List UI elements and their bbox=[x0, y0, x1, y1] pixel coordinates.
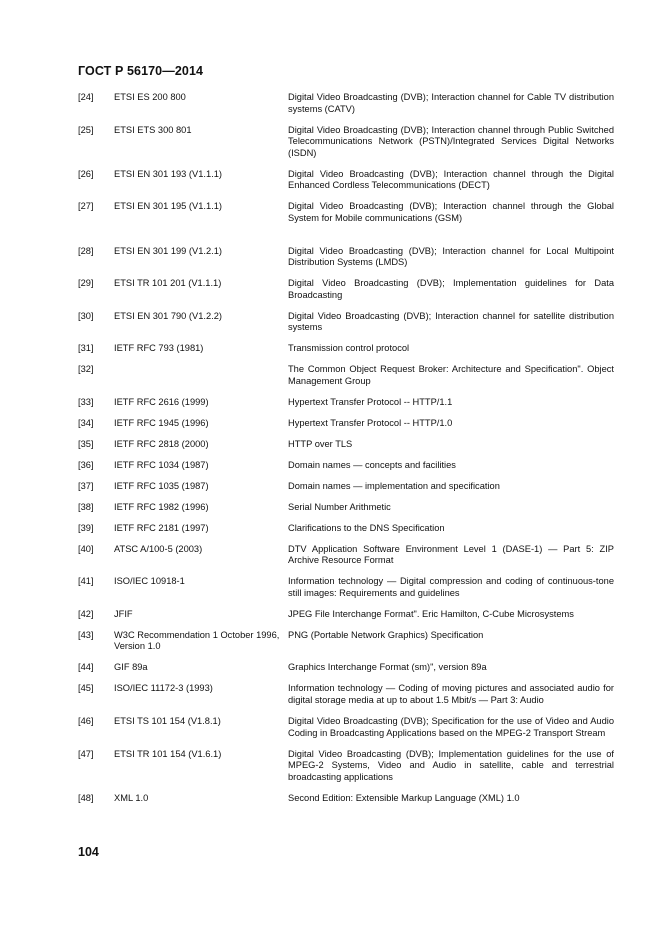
reference-item bbox=[78, 749, 614, 784]
reference-code: XML 1.0 bbox=[114, 792, 149, 803]
reference-number: [32] bbox=[78, 364, 94, 375]
reference-item bbox=[78, 481, 614, 493]
reference-title: Serial Number Arithmetic bbox=[288, 501, 391, 512]
reference-item bbox=[78, 278, 614, 301]
reference-item bbox=[78, 502, 614, 514]
reference-number: [24] bbox=[78, 92, 94, 102]
reference-item bbox=[78, 397, 614, 409]
reference-item bbox=[78, 662, 614, 674]
reference-item bbox=[78, 439, 614, 451]
reference-number: [40] bbox=[78, 543, 94, 554]
reference-number: [36] bbox=[78, 459, 94, 470]
reference-item bbox=[78, 716, 614, 739]
reference-title: The Common Object Request Broker: Architecture and Specification". Object Management Group bbox=[288, 364, 614, 386]
reference-title: Domain names — concepts and facilities bbox=[288, 459, 456, 470]
reference-number: [39] bbox=[78, 522, 94, 533]
reference-title: PNG (Portable Network Graphics) Specification bbox=[288, 629, 484, 640]
reference-code: ISO/IEC 11172-3 (1993) bbox=[114, 683, 213, 694]
reference-item bbox=[78, 92, 614, 115]
reference-number: [43] bbox=[78, 629, 94, 640]
reference-title: HTTP over TLS bbox=[288, 438, 353, 449]
reference-item bbox=[78, 576, 614, 599]
reference-code: ETSI ETS 300 801 bbox=[114, 124, 192, 135]
reference-number: [31] bbox=[78, 343, 94, 354]
reference-code: ETSI EN 301 199 (V1.2.1) bbox=[114, 245, 223, 256]
reference-code: ETSI TR 101 201 (V1.1.1) bbox=[114, 278, 222, 289]
reference-title: Digital Video Broadcasting (DVB); Interaction channel for Local Multipoint Distribution Systems (LMDS) bbox=[288, 245, 614, 268]
reference-number: [38] bbox=[78, 501, 94, 512]
reference-number: [25] bbox=[78, 124, 94, 135]
reference-code: ETSI EN 301 193 (V1.1.1) bbox=[114, 168, 223, 179]
reference-title: Digital Video Broadcasting (DVB); Interaction channel through the Digital Enhanced Cordless Telecommunications (DECT) bbox=[288, 168, 614, 191]
reference-title: Hypertext Transfer Protocol -- HTTP/1.0 bbox=[288, 417, 453, 428]
reference-title: Digital Video Broadcasting (DVB); Interaction channel through Public Switched Telecommunications Network (PSTN)/Integrated Services Digital Networks (ISDN) bbox=[288, 124, 614, 158]
reference-code: IETF RFC 1035 (1987) bbox=[114, 480, 209, 491]
reference-number: [41] bbox=[78, 576, 94, 587]
reference-code: GIF 89a bbox=[114, 662, 148, 673]
reference-number: [33] bbox=[78, 396, 94, 407]
reference-code: ETSI EN 301 195 (V1.1.1) bbox=[114, 201, 223, 212]
reference-number: [42] bbox=[78, 608, 94, 619]
reference-code: ISO/IEC 10918-1 bbox=[114, 576, 185, 587]
reference-item bbox=[78, 246, 614, 269]
reference-code: ATSC A/100-5 (2003) bbox=[114, 543, 203, 554]
reference-code: JFIF bbox=[114, 608, 133, 619]
reference-code: IETF RFC 793 (1981) bbox=[114, 343, 204, 354]
reference-item bbox=[78, 544, 614, 567]
reference-number: [44] bbox=[78, 662, 94, 673]
reference-title: Transmission control protocol bbox=[288, 343, 410, 354]
reference-code: IETF RFC 1945 (1996) bbox=[114, 417, 209, 428]
reference-title: Second Edition: Extensible Markup Language (XML) 1.0 bbox=[288, 792, 520, 803]
reference-number: [28] bbox=[78, 245, 94, 256]
reference-code: ETSI ES 200 800 bbox=[114, 92, 186, 102]
reference-code: IETF RFC 2818 (2000) bbox=[114, 438, 209, 449]
reference-item bbox=[78, 201, 614, 224]
reference-item bbox=[78, 609, 614, 621]
reference-item bbox=[78, 169, 614, 192]
reference-title: Digital Video Broadcasting (DVB); Specification for the use of Video and Audio Coding in Broadcasting Applications based on the MPEG-2 Transport Stream bbox=[288, 715, 614, 738]
reference-item bbox=[78, 125, 614, 160]
reference-title: DTV Application Software Environment Level 1 (DASE-1) — Part 5: ZIP Archive Resource Format bbox=[288, 543, 614, 566]
reference-number: [35] bbox=[78, 438, 94, 449]
reference-number: [37] bbox=[78, 480, 94, 491]
reference-item bbox=[78, 364, 614, 387]
reference-title: Digital Video Broadcasting (DVB); Interaction channel for Cable TV distribution systems (CATV) bbox=[288, 92, 614, 114]
reference-item bbox=[78, 418, 614, 430]
reference-number: [29] bbox=[78, 278, 94, 289]
reference-code: IETF RFC 2616 (1999) bbox=[114, 396, 209, 407]
reference-number: [30] bbox=[78, 310, 94, 321]
reference-item bbox=[78, 793, 614, 805]
reference-item bbox=[78, 460, 614, 472]
reference-item bbox=[78, 311, 614, 334]
reference-title: Information technology — Digital compression and coding of continuous-tone still images: Requirements and guidelines bbox=[288, 576, 614, 598]
reference-title: Clarifications to the DNS Specification bbox=[288, 522, 445, 533]
reference-number: [34] bbox=[78, 417, 94, 428]
reference-item bbox=[78, 683, 614, 706]
reference-title: Digital Video Broadcasting (DVB); Implementation guidelines for Data Broadcasting bbox=[288, 278, 614, 300]
reference-item bbox=[78, 343, 614, 355]
reference-number: [26] bbox=[78, 168, 94, 179]
reference-code: ETSI TS 101 154 (V1.8.1) bbox=[114, 715, 221, 726]
reference-title: Information technology — Coding of moving pictures and associated audio for digital storage media at up to about 1.5 Mbit/s — Part 3: Audio bbox=[288, 683, 614, 705]
reference-number: [47] bbox=[78, 748, 94, 759]
reference-code: ETSI TR 101 154 (V1.6.1) bbox=[114, 748, 222, 759]
reference-title: Domain names — implementation and specification bbox=[288, 480, 500, 491]
reference-item bbox=[78, 523, 614, 535]
reference-title: Digital Video Broadcasting (DVB); Interaction channel for satellite distribution systems bbox=[288, 310, 614, 333]
page-number: 104 bbox=[78, 845, 99, 859]
reference-title: Graphics Interchange Format (sm)", version 89a bbox=[288, 662, 487, 673]
reference-title: Digital Video Broadcasting (DVB); Interaction channel through the Global System for Mobile communications (GSM) bbox=[288, 201, 614, 223]
reference-code: IETF RFC 2181 (1997) bbox=[114, 522, 209, 533]
reference-code: IETF RFC 1034 (1987) bbox=[114, 459, 209, 470]
reference-code bbox=[114, 364, 288, 387]
reference-number: [48] bbox=[78, 792, 94, 803]
reference-number: [46] bbox=[78, 715, 94, 726]
reference-code: ETSI EN 301 790 (V1.2.2) bbox=[114, 310, 223, 321]
reference-title: JPEG File Interchange Format". Eric Hamilton, C-Cube Microsystems bbox=[288, 608, 574, 619]
reference-number: [45] bbox=[78, 683, 94, 694]
reference-title: Hypertext Transfer Protocol -- HTTP/1.1 bbox=[288, 396, 453, 407]
document-header: ГОСТ Р 56170—2014 bbox=[78, 64, 204, 78]
reference-code: W3C Recommendation 1 October 1996, Version 1.0 bbox=[114, 629, 280, 652]
reference-number: [27] bbox=[78, 201, 94, 212]
reference-code: IETF RFC 1982 (1996) bbox=[114, 501, 209, 512]
reference-title: Digital Video Broadcasting (DVB); Implementation guidelines for the use of MPEG-2 Systems, Video and Audio in satellite, cable and terrestrial broadcasting applications bbox=[288, 748, 614, 782]
bibliography-list bbox=[78, 92, 614, 814]
reference-item bbox=[78, 630, 614, 653]
